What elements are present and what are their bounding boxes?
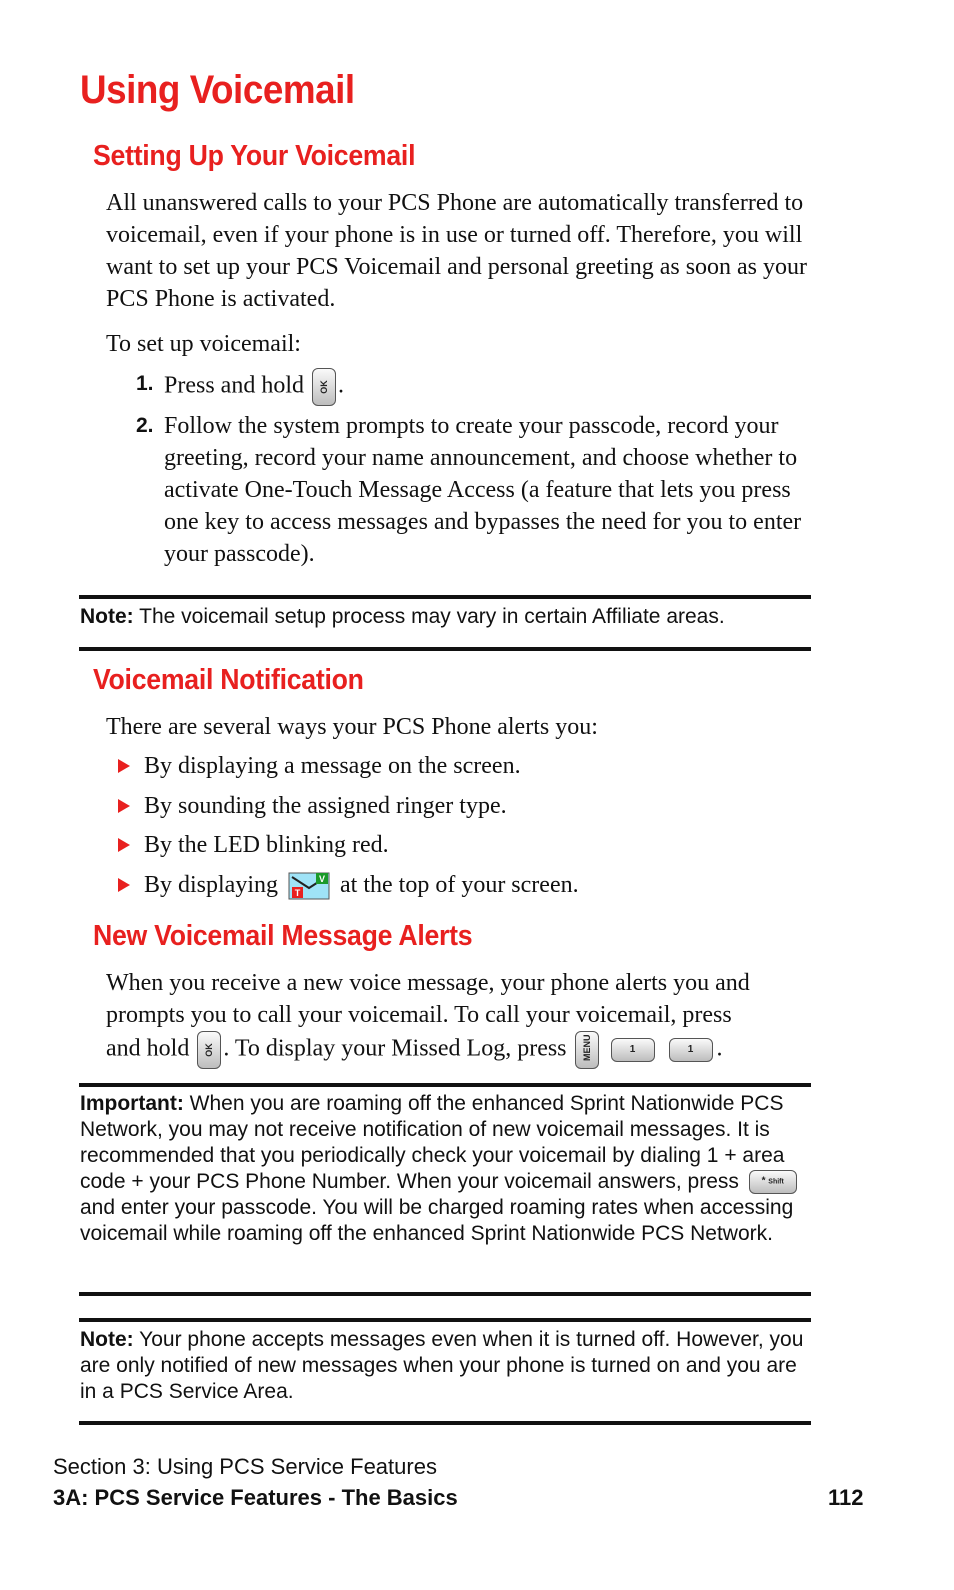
one-key-icon: 1	[669, 1038, 713, 1062]
important-note: Important: When you are roaming off the enhanced Sprint Nationwide PCS Network, you may not receive notification of new voicemail messages. It is recommended that you periodically check your voicemail by dialing 1 + area code + your PCS Phone Number. When your voicemail answers, press * Shift and enter your passcode. You will be charged roaming rates when accessing voicemail while roaming off the enhanced Sprint Nationwide PCS Network.	[80, 1091, 810, 1247]
section-heading-alerts: New Voicemail Message Alerts	[93, 920, 473, 952]
note-setup	[80, 604, 810, 630]
divider	[79, 1318, 811, 1322]
page-title: Using Voicemail	[80, 68, 355, 112]
divider	[79, 1292, 811, 1296]
step-text: Follow the system prompts to create your passcode, record your greeting, record your name announcement, and choose whether to activate One-Touch Message Access (a feature that lets you press one key to access messages and bypasses the need for you to enter your passcode).	[164, 413, 802, 567]
divider	[79, 647, 811, 651]
ok-key-icon: OK	[197, 1031, 221, 1069]
menu-key-icon: MENU	[575, 1031, 599, 1069]
svg-text:V: V	[319, 874, 326, 885]
note-label: Note:	[80, 1328, 134, 1351]
note-label: Note:	[80, 605, 134, 628]
bullet-arrow-icon	[118, 878, 130, 892]
setup-lead: To set up voicemail:	[106, 331, 301, 357]
alerts-text: When you receive a new voice message, your phone alerts you and prompts you to call your voicemail. To call your voicemail, press	[106, 970, 750, 1028]
setup-intro: All unanswered calls to your PCS Phone are automatically transferred to voicemail, even if your phone is in use or turned off. Therefore, you will want to set up your PCS Voicemail and personal greeting as soon as your PCS Phone is activated.	[106, 190, 808, 312]
note-messages: Note: Your phone accepts messages even when it is turned off. However, you are only notified of new messages when your phone is turned on and you are in a PCS Service Area.	[80, 1328, 804, 1403]
notification-lead: There are several ways your PCS Phone alerts you:	[106, 714, 598, 740]
divider	[79, 1083, 811, 1087]
one-key-icon: 1	[611, 1038, 655, 1062]
divider	[79, 595, 811, 599]
step-number: 1.	[136, 372, 154, 395]
important-label: Important:	[80, 1092, 184, 1115]
voicemail-status-icon	[288, 872, 330, 900]
section-heading-notification: Voicemail Notification	[93, 664, 364, 696]
star-shift-key-icon: * Shift	[749, 1170, 797, 1194]
footer-chapter: 3A: PCS Service Features - The Basics	[53, 1485, 458, 1510]
svg-text:T: T	[294, 888, 301, 899]
bullet-arrow-icon	[118, 838, 130, 852]
step-number: 2.	[136, 414, 154, 437]
note-text: The voicemail setup process may vary in certain Affiliate areas.	[139, 605, 725, 628]
divider	[79, 1421, 811, 1425]
alerts-text-keys: and hold OK . To display your Missed Log, press MENU 1 1 .	[106, 1031, 818, 1069]
step-text: Press and hold	[164, 372, 304, 399]
bullet-arrow-icon	[118, 799, 130, 813]
section-heading-setup: Setting Up Your Voicemail	[93, 140, 416, 172]
ok-key-icon: OK	[312, 368, 336, 406]
page-number: 112	[828, 1485, 864, 1510]
footer-section: Section 3: Using PCS Service Features	[53, 1454, 437, 1479]
bullet-arrow-icon	[118, 759, 130, 773]
